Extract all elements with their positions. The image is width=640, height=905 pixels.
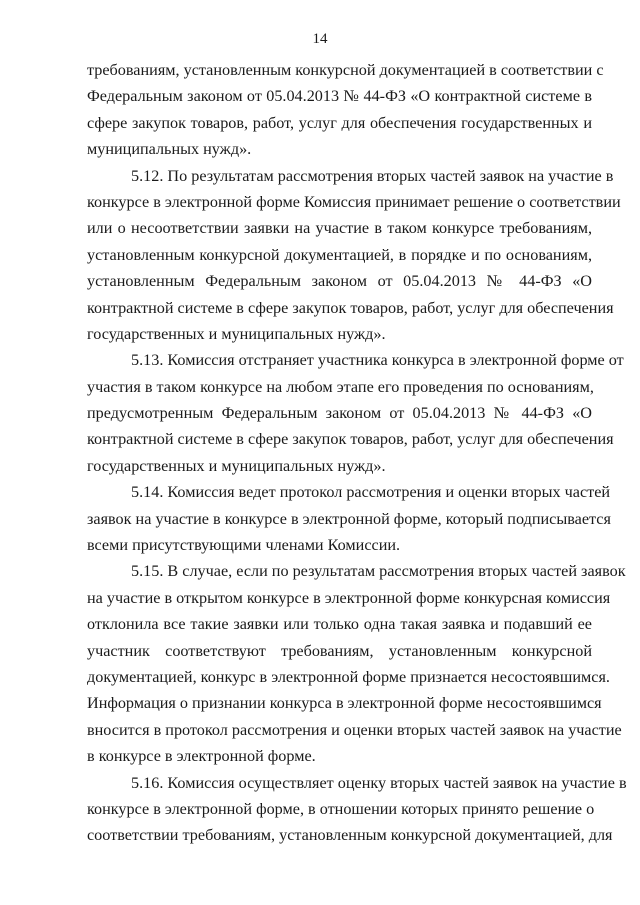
- text-line: или о несоответствии заявки на участие в таком конкурсе требованиям,: [87, 219, 592, 238]
- text-line: требованиям, установленным конкурсной документацией в соответствии с: [87, 61, 604, 79]
- text-line: предусмотренным Федеральным законом от 05.04.2013 № 44-ФЗ «О: [87, 404, 592, 423]
- text-line: конкурсе в электронной форме Комиссия принимает решение о соответствии: [87, 192, 621, 211]
- text-line: 5.12. По результатам рассмотрения вторых частей заявок на участие в: [131, 166, 614, 185]
- text-line: участник соответствуют требованиям, установленным конкурсной: [87, 641, 592, 660]
- paragraph-5-14: [87, 479, 611, 558]
- document-body: [87, 57, 627, 849]
- text-line: заявок на участие в конкурсе в электронной форме, который подписывается: [87, 509, 611, 528]
- text-line: муниципальных нужд».: [87, 140, 252, 159]
- text-line: отклонила все такие заявки или только одна такая заявка и подавший ее: [87, 615, 592, 634]
- text-line: установленным Федеральным законом от 05.04.2013 № 44-ФЗ «О: [87, 272, 592, 291]
- text-line: 5.16. Комиссия осуществляет оценку вторых частей заявок на участие в: [131, 773, 627, 792]
- text-line: контрактной системе в сфере закупок товаров, работ, услуг для обеспечения: [87, 430, 614, 449]
- text-line: Информация о признании конкурса в электронной форме несостоявшимся: [87, 694, 602, 713]
- text-line: документацией, конкурс в электронной форме признается несостоявшимся.: [87, 667, 610, 686]
- text-line: установленным конкурсной документацией, в порядке и по основаниям,: [87, 245, 592, 264]
- text-line: соответствии требованиям, установленным конкурсной документацией, для: [87, 826, 613, 845]
- paragraph-5-16: [87, 770, 627, 849]
- text-line: сфере закупок товаров, работ, услуг для обеспечения государственных и: [87, 113, 592, 132]
- text-line: всеми присутствующими членами Комиссии.: [87, 536, 401, 555]
- paragraph-5-13: [87, 347, 624, 479]
- text-line: конкурсе в электронной форме, в отношении которых принято решение о: [87, 799, 595, 818]
- text-line: 5.15. В случае, если по результатам рассмотрения вторых частей заявок: [131, 562, 626, 581]
- text-line: вносится в протокол рассмотрения и оценки вторых частей заявок на участие: [87, 720, 622, 739]
- text-line: 5.14. Комиссия ведет протокол рассмотрения и оценки вторых частей: [131, 483, 611, 502]
- text-line: государственных и муниципальных нужд».: [87, 324, 386, 343]
- text-line: в конкурсе в электронной форме.: [87, 747, 316, 766]
- text-line: на участие в открытом конкурсе в электронной форме конкурсная комиссия: [87, 588, 611, 607]
- paragraph-5-15: [87, 558, 626, 769]
- text-line: участия в таком конкурсе на любом этапе его проведения по основаниям,: [87, 377, 594, 396]
- paragraph-5-12: [87, 163, 621, 348]
- paragraph-continuation: [87, 57, 604, 163]
- text-line: 5.13. Комиссия отстраняет участника конкурса в электронной форме от: [131, 351, 624, 370]
- text-line: государственных и муниципальных нужд».: [87, 456, 386, 475]
- page-number: 14: [312, 31, 328, 47]
- text-line: контрактной системе в сфере закупок товаров, работ, услуг для обеспечения: [87, 298, 614, 317]
- text-line: Федеральным законом от 05.04.2013 № 44-ФЗ «О контрактной системе в: [87, 87, 592, 106]
